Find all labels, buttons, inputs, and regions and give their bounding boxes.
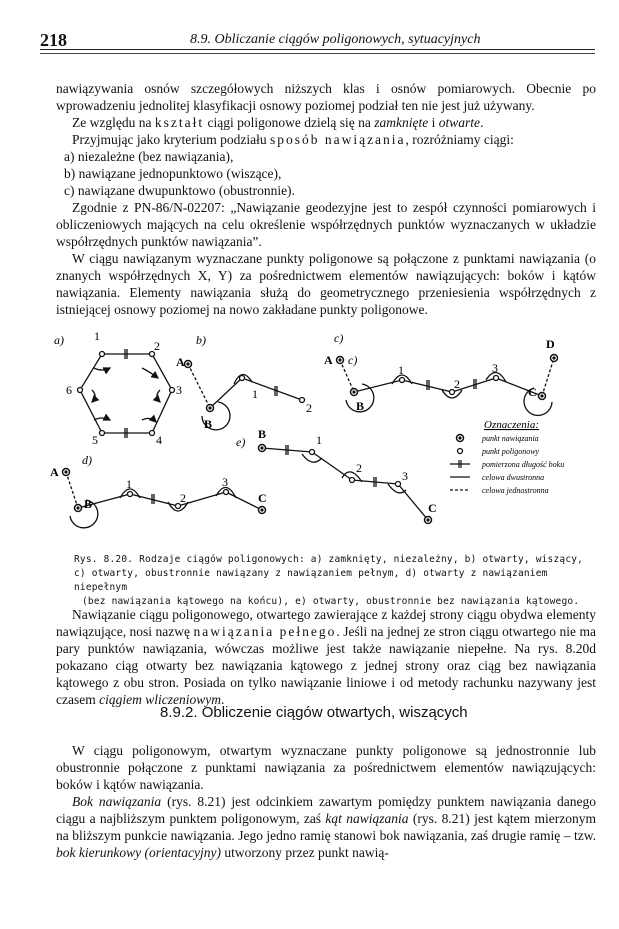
connection-side-paragraph: Bok nawiązania (rys. 8.21) jest odcinkiem zawartym pomiędzy punktem nawiązania danego ciągu a najbliższym punktem poligonowym, zaś kąt nawiązania (rys. 8.21) jest kątem mierzonym na bliższym punkcie nawiązania. Jego jedno ramię stanowi bok nawiązania, zaś drugie ramię – tzw. bok kierunkowy (orientacyjny) utworzony przez punkt nawią- [56, 794, 597, 860]
connection-paragraph: W ciągu nawiązanym wyznaczane punkty poligonowe są połączone z punktami nawiązania (o znanych współrzędnych X, Y) za pośrednictwem elementów nawiązujących: boków i kątów nawiązania. Elementy nawiązania służą do geometrycznego przeniesienia współrzędnych z istniejącej osnowy poziomej na nowo zakładane punkty poligonowe. [56, 251, 596, 317]
point-1-label-b: 1 [252, 387, 258, 401]
point-2-label-c: 2 [454, 377, 460, 391]
point-C-label-d: C [258, 491, 267, 505]
intro-line-2: wprowadzeniu jednolitej klasyfikacji osnowy poziomej podział ten nie jest już używany. [56, 98, 535, 113]
figure-label-d: d) [82, 453, 92, 467]
header-rule [40, 49, 595, 50]
point-B-label-b: B [204, 417, 213, 431]
list-item-c: c) nawiązane dwupunktowo (obustronnie). [64, 183, 295, 198]
intro-text [56, 80, 596, 318]
point-B-label-d: B [84, 497, 93, 511]
point-3-label: 3 [176, 383, 182, 397]
point-D-label-c: D [546, 337, 555, 351]
figure-caption [74, 553, 594, 609]
point-2-label-e: 2 [356, 461, 362, 475]
point-2-label: 2 [154, 339, 160, 353]
legend-item-length: pomierzona długość boku [482, 460, 565, 469]
point-2-label-d: 2 [180, 491, 186, 505]
figure-a-closed-traverse [80, 349, 172, 438]
legend-title: Oznaczenia: [484, 419, 539, 431]
header-rule-thin [40, 53, 595, 54]
point-C-label-c: C [528, 385, 537, 399]
section-text [56, 742, 596, 861]
running-title: 8.9. Obliczanie ciągów poligonowych, sytuacyjnych [190, 32, 481, 47]
point-1-label-c: 1 [398, 363, 404, 377]
list-item-b: b) nawiązane jednopunktowo (wiszące), [64, 166, 282, 181]
point-6-label: 6 [66, 383, 72, 397]
figure-label-c: c) [334, 331, 344, 345]
criterion-paragraph: Przyjmując jako kryterium podziału sposób nawiązania, rozróżniamy ciągi: [72, 132, 514, 147]
list-item-a: a) niezależne (bez nawiązania), [64, 149, 234, 164]
figure-label-e: e) [236, 435, 246, 449]
point-1-label: 1 [94, 330, 100, 343]
figure-label-b: b) [196, 333, 206, 347]
point-3-label-e: 3 [402, 469, 408, 483]
section-heading: 8.9.2. Obliczenie ciągów otwartych, wiszących [160, 704, 468, 721]
point-1-label-d: 1 [126, 477, 132, 491]
legend-item-one-way: celowa jednostronna [482, 486, 549, 495]
open-traverse-paragraph: W ciągu poligonowym, otwartym wyznaczane punkty poligonowe są jednostronnie lub obustronnie połączone z punktami nawiązania za pośrednictwem elementów nawiązujących: boków i kątów nawiązania. [56, 743, 596, 792]
point-B-label-e: B [258, 427, 267, 441]
point-C-label-e: C [428, 501, 437, 515]
caption-line-1: Rys. 8.20. Rodzaje ciągów poligonowych: a) zamknięty, niezależny, b) otwarty, wiszący, [74, 554, 584, 565]
point-A-label-d: A [50, 465, 59, 479]
legend-traverse-point-symbol [458, 449, 463, 454]
point-5-label: 5 [92, 433, 98, 447]
point-A-label-c: A [324, 353, 333, 367]
point-1-label-e: 1 [316, 433, 322, 447]
caption-line-3: (bez nawiązania kątowego na końcu), e) otwarty, obustronnie bez nawiązania kątowego. [82, 596, 580, 607]
point-A-label-b: A [176, 355, 185, 369]
full-connection-text [56, 606, 596, 708]
shape-paragraph: Ze względu na kształt ciągi poligonowe dzielą się na zamknięte i otwarte. [72, 115, 484, 130]
figure-label-c-inline: c) [348, 353, 358, 367]
legend-item-traverse-point: punkt poligonowy [482, 447, 540, 456]
norm-paragraph: Zgodnie z PN-86/N-02207: „Nawiązanie geodezyjne jest to zespół czynności pomiarowych i obliczeniowych mających na celu określenie współrzędnych punktów wyznaczanych w układzie współrzędnych punktów nawiązania”. [56, 200, 596, 249]
caption-line-2: c) otwarty, obustronnie nawiązany z nawiązaniem pełnym, d) otwarty z nawiązaniem niepełnym [74, 568, 548, 593]
point-3-label-c: 3 [492, 361, 498, 375]
figure-c-connected-traverse [340, 358, 554, 415]
legend-length-symbol [450, 460, 470, 468]
point-4-label: 4 [156, 433, 162, 447]
point-B-label-c: B [356, 399, 365, 413]
figure-label-a: a) [54, 333, 64, 347]
legend-item-station: punkt nawiązania [482, 434, 539, 443]
figure-legend [450, 419, 564, 495]
intro-line-1: nawiązywania osnów szczegółowych niższych klas i osnów pomiarowych. Obecnie po [56, 81, 596, 96]
figure-d-partial-traverse [66, 472, 262, 528]
point-2-label-b: 2 [306, 401, 312, 415]
traverse-figure [50, 330, 605, 550]
legend-item-two-way: celowa dwustronna [482, 473, 545, 482]
full-connection-paragraph: Nawiązanie ciągu poligonowego, otwartego zawierające z każdej strony ciągu obydwa elementy nawiązujące, nosi nazwę nawiązania pełnego. Jeśli na jednej ze stron ciągu otwartego nie ma pary punktów nawiązania, wówczas możliwe jest także nawiązanie niepełne. Na rys. 8.20d pokazano ciąg otwarty bez nawiązania kątowego z jednej strony oraz ciąg bez nawiązania kątowego z obu stron. Posiada on tylko nawiązanie liniowe i od metody rachunku nazywany jest czasem ciągiem wliczeniowym. [56, 607, 596, 707]
page-number: 218 [40, 30, 67, 50]
point-3-label-d: 3 [222, 475, 228, 489]
page-header [40, 28, 595, 50]
